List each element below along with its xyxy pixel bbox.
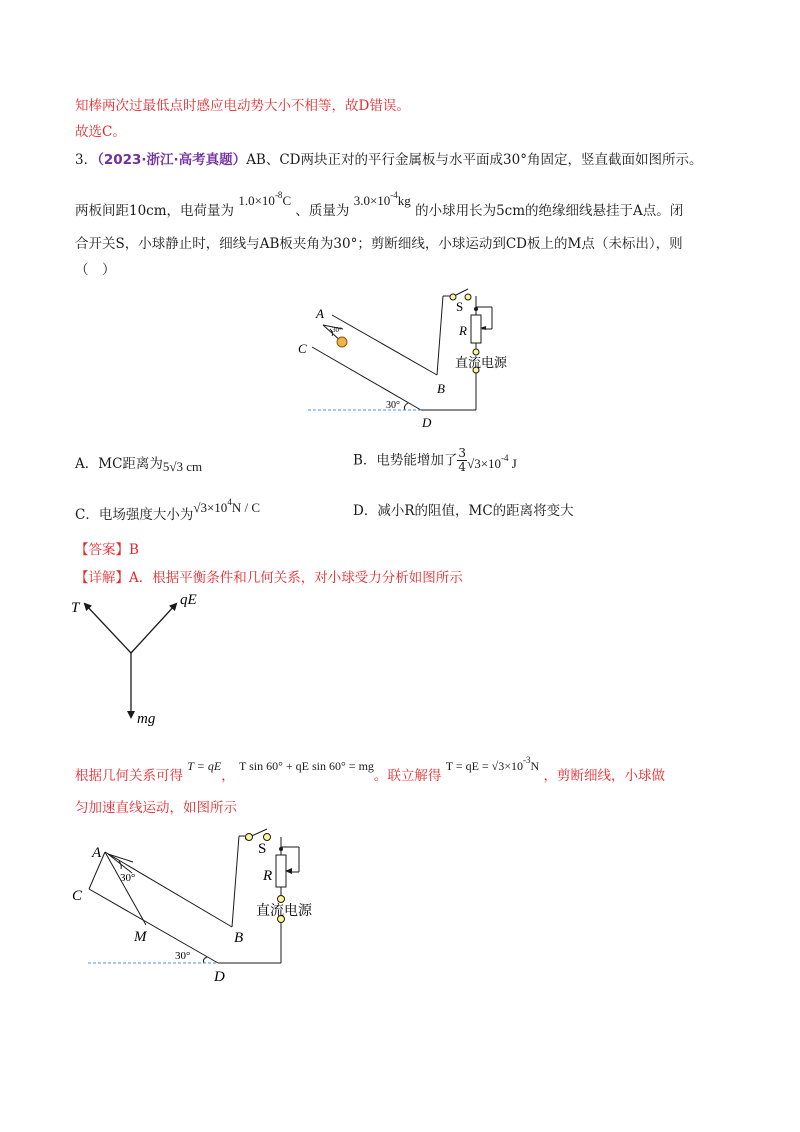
explain-text: 。联立解得 (373, 768, 442, 784)
option-a-formula: 5√3 cm (162, 459, 203, 474)
answer-blank: （ ） (75, 262, 116, 278)
option-d[interactable] (353, 502, 574, 520)
detail-text: A．根据平衡条件和几何关系，对小球受力分析如图所示 (129, 570, 463, 586)
label-r: R (459, 323, 467, 338)
answer-value: B (129, 542, 139, 558)
electric-force-vector (131, 604, 176, 653)
option-a-label: A． (75, 456, 99, 472)
label-s: S (456, 299, 464, 314)
plate-cd-line (89, 889, 218, 963)
label-angle-ab: 30° (332, 326, 342, 334)
option-c-label: C． (75, 507, 99, 523)
label-b: B (437, 381, 445, 396)
formula-t-eq-qe: T = qE (187, 759, 222, 773)
label-a: A (92, 845, 102, 861)
label-a: A (316, 306, 324, 321)
force-diagram (65, 585, 215, 730)
label-c: C (72, 888, 83, 904)
option-b-unit: J (511, 455, 517, 471)
prev-choice: 故选C。 (75, 124, 126, 140)
answer-line (75, 541, 139, 559)
option-a[interactable] (75, 455, 202, 473)
switch-terminal (465, 294, 471, 300)
label-mg: mg (137, 711, 156, 727)
formula-equilibrium: T sin 60° + qE sin 60° = mg (238, 759, 374, 773)
option-b-label: B． (353, 452, 377, 469)
question-line-3: 合开关S，小球静止时，细线与AB板夹角为30°；剪断细线，小球运动到CD板上的M点（未标出），则 (75, 236, 683, 252)
charge-exponent: -8 (274, 190, 283, 200)
switch-terminal (264, 834, 271, 841)
stem-text: 两板间距10cm，电荷量为 (75, 203, 235, 219)
wire-b-up (437, 296, 443, 375)
mass-value: 3.0×10 (353, 193, 391, 208)
label-qe: qE (180, 592, 197, 608)
stem-text: 、质量为 (295, 203, 350, 219)
question-line-1 (75, 151, 702, 169)
question-number: 3． (75, 152, 98, 168)
option-b-text: 电势能增加了 (376, 452, 458, 469)
resistor-r (471, 315, 481, 343)
fraction-numerator: 3 (458, 446, 467, 460)
label-power: 直流电源 (256, 904, 312, 919)
option-c-exponent: 4 (227, 497, 232, 507)
charged-ball (337, 337, 347, 347)
option-c-unit: N / C (231, 500, 260, 515)
fraction-denominator: 4 (458, 460, 467, 474)
formula-result-body: T = qE = √3×10 (445, 759, 524, 773)
mass-formula (353, 190, 411, 208)
explain-line-2: 匀加速直线运动，如图所示 (75, 800, 237, 816)
charge-unit: C (282, 193, 292, 208)
label-t: T (71, 600, 80, 616)
wire-b-up (232, 836, 239, 927)
formula-result-unit: N (530, 759, 540, 773)
resistor-r (276, 855, 286, 887)
label-c: C (298, 341, 307, 356)
label-m: M (134, 929, 147, 945)
question-line-2 (75, 190, 684, 220)
junction-dot (474, 307, 478, 311)
question-stem-1: AB、CD两块正对的平行金属板与水平面成30°角固定，竖直截面如图所示。 (246, 152, 703, 168)
answer-label: 【答案】 (75, 542, 129, 558)
label-angle-d: 30° (175, 950, 191, 962)
option-b-fraction (457, 447, 467, 474)
formula-result-exponent: -3 (523, 755, 531, 765)
charge-value: 1.0×10 (238, 193, 275, 208)
option-d-text: 减小R的阻值，MC的距离将变大 (377, 503, 574, 519)
label-d: D (422, 415, 432, 430)
option-c[interactable] (75, 497, 260, 524)
label-r: R (263, 868, 273, 884)
explain-line-1 (75, 755, 666, 785)
explain-text: ，剪断细线，小球做 (543, 768, 666, 784)
plate-ab-line (105, 852, 232, 927)
detail-label: 【详解】 (75, 570, 129, 586)
option-c-formula (193, 497, 260, 515)
label-b: B (234, 930, 244, 946)
mass-exponent: -4 (390, 190, 398, 200)
option-d-label: D． (353, 503, 378, 519)
option-b[interactable] (353, 447, 517, 474)
label-d: D (214, 969, 225, 985)
charge-formula (238, 190, 292, 208)
question-source: （2023·浙江·高考真题） (97, 152, 247, 168)
option-c-formula-body: √3×10 (193, 500, 228, 515)
option-b-formula (467, 452, 517, 471)
formula-result (445, 755, 540, 773)
junction-dot (279, 847, 283, 851)
segment-am (105, 852, 146, 925)
switch-terminal (246, 834, 253, 841)
mass-unit: kg (397, 193, 411, 208)
tension-vector (85, 604, 131, 653)
option-b-exponent: -4 (501, 452, 509, 463)
label-power: 直流电源 (455, 355, 508, 370)
stem-text: 的小球用长为5cm的绝缘细线悬挂于A点。闭 (415, 203, 684, 219)
option-b-formula-body: √3×10 (467, 455, 502, 471)
figure-1-plates-circuit (290, 285, 530, 430)
option-a-text: MC距离为 (98, 456, 163, 472)
option-c-text: 电场强度大小为 (98, 507, 194, 523)
label-angle-a: 30° (120, 872, 136, 884)
prev-conclusion: 知棒两次过最低点时感应电动势大小不相等，故D错误。 (75, 98, 410, 114)
explain-separator: ， (221, 768, 235, 784)
power-terminal-top (278, 896, 285, 903)
label-angle-d: 30° (386, 400, 400, 411)
figure-2-trajectory (70, 825, 340, 985)
explain-text: 根据几何关系可得 (75, 768, 183, 784)
plate-ab-line (332, 315, 437, 375)
label-s: S (258, 841, 267, 857)
